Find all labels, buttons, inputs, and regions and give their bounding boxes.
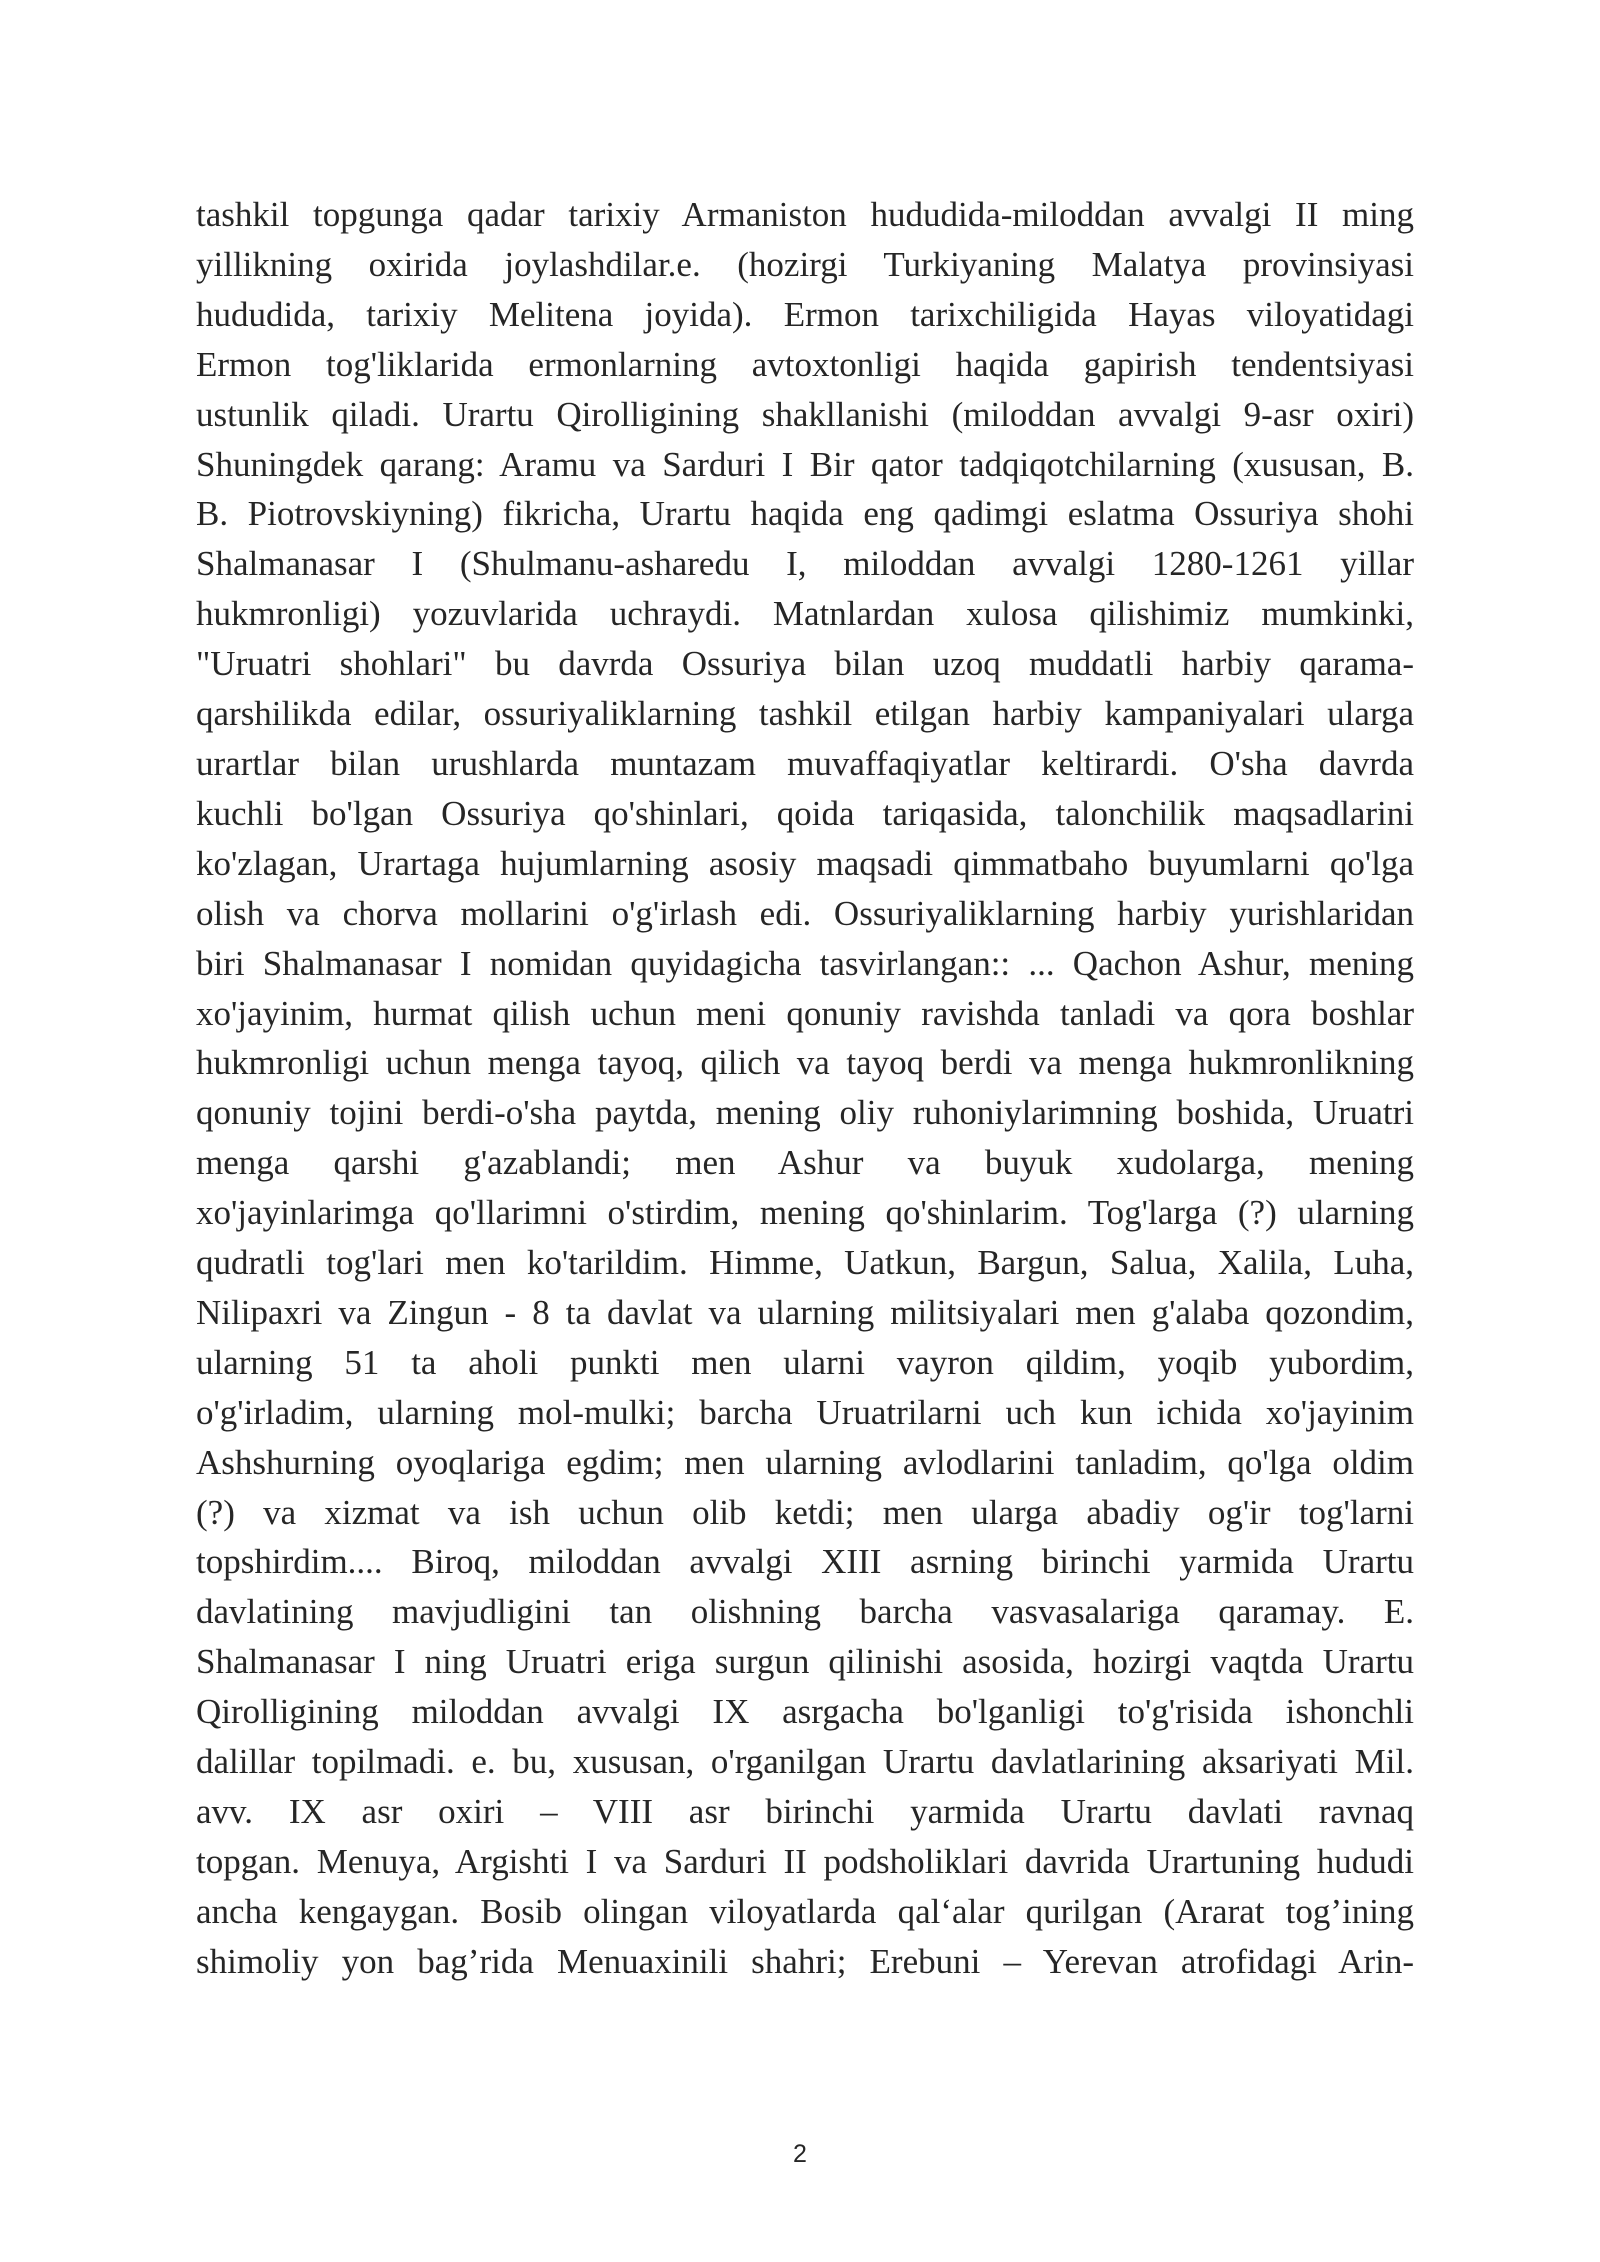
text-line: hukmronligi) yozuvlarida uchraydi. Matnlardan xulosa qilishimiz mumkinki,: [196, 594, 1414, 634]
text-line: Shalmanasar I (Shulmanu-asharedu I, miloddan avvalgi 1280-1261 yillar: [196, 544, 1414, 584]
text-line: hukmronligi uchun menga tayoq, qilich va tayoq berdi va menga hukmronlikning: [196, 1043, 1414, 1083]
text-line: qarshilikda edilar, ossuriyaliklarning tashkil etilgan harbiy kampaniyalari ularga: [196, 694, 1414, 734]
text-line: ularning 51 ta aholi punkti men ularni vayron qildim, yoqib yubordim,: [196, 1342, 1414, 1382]
text-line: xo'jayinlarimga qo'llarimni o'stirdim, mening qo'shinlarim. Tog'larga (?) ularning: [196, 1193, 1414, 1233]
text-line: biri Shalmanasar I nomidan quyidagicha tasvirlangan:: ... Qachon Ashur, mening: [196, 943, 1414, 983]
text-line: dalillar topilmadi. e. bu, xususan, o'rganilgan Urartu davlatlarining aksariyati Mil.: [196, 1742, 1414, 1782]
text-line: B. Piotrovskiyning) fikricha, Urartu haqida eng qadimgi eslatma Ossuriya shohi: [196, 494, 1414, 534]
text-line: avv. IX asr oxiri – VIII asr birinchi yarmida Urartu davlati ravnaq: [196, 1792, 1414, 1831]
text-line: o'g'irladim, ularning mol-mulki; barcha Uruatrilarni uch kun ichida xo'jayinim: [196, 1392, 1414, 1432]
text-line: topshirdim.... Biroq, miloddan avvalgi XIII asrning birinchi yarmida Urartu: [196, 1542, 1414, 1582]
text-line: Qirolligining miloddan avvalgi IX asrgacha bo'lganligi to'g'risida ishonchli: [196, 1692, 1414, 1732]
text-line: menga qarshi g'azablandi; men Ashur va buyuk xudolarga, mening: [196, 1143, 1414, 1183]
text-line: ancha kengaygan. Bosib olingan viloyatlarda qal‘alar qurilgan (Ararat tog’ining: [196, 1891, 1414, 1931]
text-line: ustunlik qiladi. Urartu Qirolligining shakllanishi (miloddan avvalgi 9-asr oxiri): [196, 394, 1414, 434]
text-line: yillikning oxirida joylashdilar.e. (hozirgi Turkiyaning Malatya provinsiyasi: [196, 244, 1414, 284]
text-line: Shuningdek qarang: Aramu va Sarduri I Bir qator tadqiqotchilarning (xususan, B.: [196, 444, 1414, 484]
text-line: urartlar bilan urushlarda muntazam muvaffaqiyatlar keltirardi. O'sha davrda: [196, 743, 1414, 783]
text-line: shimoliy yon bag’rida Menuaxinili shahri; Erebuni – Yerevan atrofidagi Arin-: [196, 1941, 1414, 1981]
text-line: qonuniy tojini berdi-o'sha paytda, mening oliy ruhoniylarimning boshida, Uruatri: [196, 1093, 1414, 1133]
text-line: hududida, tarixiy Melitena joyida). Ermon tarixchiligida Hayas viloyatidagi: [196, 294, 1414, 334]
text-line: tashkil topgunga qadar tarixiy Armaniston hududida-miloddan avvalgi II ming: [196, 195, 1414, 234]
text-line: Ermon tog'liklarida ermonlarning avtoxtonligi haqida gapirish tendentsiyasi: [196, 344, 1414, 384]
text-line: topgan. Menuya, Argishti I va Sarduri II podsholiklari davrida Urartuning hududi: [196, 1841, 1414, 1881]
text-line: ko'zlagan, Urartaga hujumlarning asosiy maqsadi qimmatbaho buyumlarni qo'lga: [196, 843, 1414, 883]
text-line: olish va chorva mollarini o'g'irlash edi. Ossuriyaliklarning harbiy yurishlaridan: [196, 893, 1414, 933]
text-line: qudratli tog'lari men ko'tarildim. Himme, Uatkun, Bargun, Salua, Xalila, Luha,: [196, 1243, 1414, 1283]
text-line: (?) va xizmat va ish uchun olib ketdi; men ularga abadiy og'ir tog'larni: [196, 1492, 1414, 1532]
text-line: "Uruatri shohlari" bu davrda Ossuriya bilan uzoq muddatli harbiy qarama-: [196, 644, 1414, 684]
text-line: Shalmanasar I ning Uruatri eriga surgun qilinishi asosida, hozirgi vaqtda Urartu: [196, 1642, 1414, 1682]
page-number: 2: [793, 2140, 807, 2168]
body-text: [196, 190, 1414, 1987]
text-line: Nilipaxri va Zingun - 8 ta davlat va ularning militsiyalari men g'alaba qozondim,: [196, 1292, 1414, 1332]
text-line: kuchli bo'lgan Ossuriya qo'shinlari, qoida tariqasida, talonchilik maqsadlarini: [196, 793, 1414, 833]
text-line: Ashshurning oyoqlariga egdim; men ularning avlodlarini tanladim, qo'lga oldim: [196, 1442, 1414, 1482]
text-line: xo'jayinim, hurmat qilish uchun meni qonuniy ravishda tanladi va qora boshlar: [196, 993, 1414, 1033]
text-line: davlatining mavjudligini tan olishning barcha vasvasalariga qaramay. E.: [196, 1592, 1414, 1632]
